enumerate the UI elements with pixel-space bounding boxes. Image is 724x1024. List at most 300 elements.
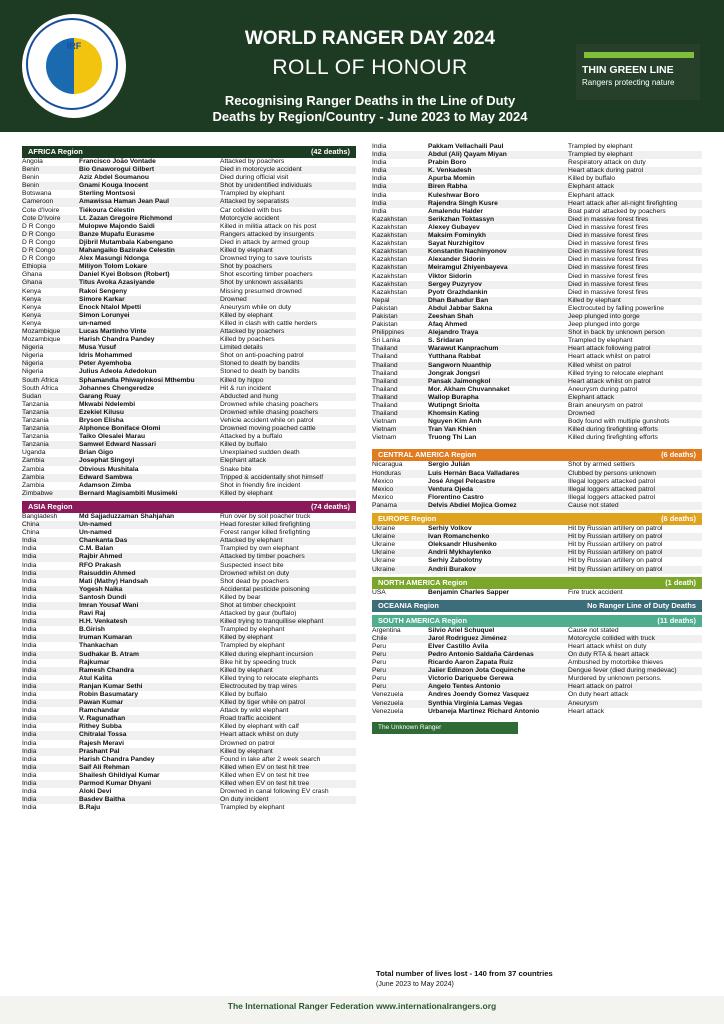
ranger-name-cell: Amawissa Haman Jean Paul — [79, 198, 169, 206]
table-row — [22, 377, 356, 385]
table-row — [372, 533, 702, 541]
table-row — [372, 297, 702, 305]
region-header — [22, 501, 356, 513]
country-cell: India — [22, 788, 37, 796]
cause-cell: Run over by soil poacher truck — [220, 512, 311, 520]
cause-cell: Respiratory attack on duty — [568, 159, 646, 167]
cause-cell: Killed by hippo — [220, 376, 264, 384]
table-row — [22, 457, 356, 465]
ranger-name-cell: Serikzhan Toktassyn — [428, 215, 495, 223]
ranger-name-cell: K. Venkadesh — [428, 167, 472, 175]
ranger-name-cell: Alex Masungi Ndonga — [79, 255, 149, 263]
table-row — [22, 247, 356, 255]
cause-cell: Drowned while chasing poachers — [220, 400, 319, 408]
country-cell: Uganda — [22, 449, 46, 457]
ranger-name-cell: Un-named — [79, 521, 112, 529]
country-cell: India — [22, 553, 37, 561]
cause-cell: Fire truck accident — [568, 588, 623, 596]
cause-cell: Limited details — [220, 344, 263, 352]
cause-cell: Killed by bear — [220, 593, 261, 601]
ranger-name-cell: Serhiy Zabolotny — [428, 557, 483, 565]
table-row — [22, 634, 356, 642]
cause-cell: Trampled by elephant — [568, 143, 633, 150]
cause-cell: Attacked by poachers — [220, 158, 285, 165]
ranger-name-cell: S. Sridaran — [428, 337, 464, 345]
logo-text: IRF — [66, 41, 82, 51]
country-cell: D R Congo — [22, 230, 56, 238]
region-name: EUROPE Region — [378, 513, 437, 523]
ranger-name-cell: B.Raju — [79, 804, 101, 812]
cause-cell: Hit by Russian artillery on patrol — [568, 549, 663, 557]
country-cell: Nicaragua — [372, 461, 403, 469]
country-cell: India — [372, 159, 387, 167]
cause-cell: Hit by Russian artillery on patrol — [568, 557, 663, 565]
table-row — [372, 461, 702, 469]
country-cell: Mozambique — [22, 327, 61, 335]
table-row — [22, 239, 356, 247]
country-cell: India — [22, 561, 37, 569]
country-cell: India — [22, 771, 37, 779]
ranger-name-cell: Ivan Romanchenko — [428, 533, 490, 541]
table-row — [372, 200, 702, 208]
table-row — [22, 740, 356, 748]
cause-cell: Died in massive forest fires — [568, 232, 649, 240]
table-row — [372, 691, 702, 699]
country-cell: Kazakhstan — [372, 256, 407, 264]
cause-cell: Accidental pesticide poisoning — [220, 585, 310, 593]
country-cell: Bangladesh — [22, 512, 58, 520]
country-cell: India — [372, 191, 387, 199]
table-row — [22, 586, 356, 594]
cause-cell: Electrocuted by trap wires — [220, 682, 297, 690]
country-cell: Angola — [22, 158, 43, 165]
table-row — [372, 264, 702, 272]
country-cell: Pakistan — [372, 312, 398, 320]
ranger-name-cell: Viktor Sidorin — [428, 272, 472, 280]
ranger-name-cell: Sergio Julián — [428, 461, 470, 469]
ranger-name-cell: Urbaneja Martinez Richard Antonio — [428, 707, 540, 715]
cause-cell: Brain aneurysm on patrol — [568, 402, 643, 409]
country-cell: Nepal — [372, 296, 390, 304]
cause-cell: Suspected insect bite — [220, 561, 284, 569]
ranger-name-cell: Pansak Jaimongkol — [428, 377, 491, 385]
table-row — [372, 337, 702, 345]
cause-cell: Killed by buffalo — [220, 441, 268, 449]
cause-cell: Killed by tiger while on patrol — [220, 699, 306, 707]
cause-cell: Drowned on patrol — [220, 739, 275, 747]
country-cell: USA — [372, 588, 386, 596]
country-cell: India — [22, 731, 37, 739]
ranger-name-cell: Daniel Kyei Bobson (Robert) — [79, 271, 170, 279]
country-cell: India — [372, 151, 387, 159]
cause-cell: Attacked by gaur (buffalo) — [220, 610, 297, 618]
cause-cell: Heart attack whilst on duty — [568, 642, 647, 650]
cause-cell: Unexplained sudden death — [220, 449, 300, 457]
ranger-name-cell: Obvious Mushitala — [79, 465, 139, 473]
country-cell: D R Congo — [22, 255, 56, 263]
ranger-name-cell: Apurba Momin — [428, 175, 475, 183]
table-row — [22, 166, 356, 174]
table-row — [372, 305, 702, 313]
ranger-name-cell: Rajbir Ahmed — [79, 553, 123, 561]
table-row — [22, 610, 356, 618]
tgl-accent-bar — [584, 52, 694, 58]
table-row — [22, 667, 356, 675]
ranger-name-cell: Mkwabi Ndelembi — [79, 400, 136, 408]
ranger-name-cell: Alexander Sidorin — [428, 256, 486, 264]
table-row — [372, 683, 702, 691]
table-row — [22, 651, 356, 659]
country-cell: Zambia — [22, 481, 45, 489]
ranger-name-cell: Garang Ruay — [79, 392, 121, 400]
country-cell: Kazakhstan — [372, 223, 407, 231]
cause-cell: Found in lake after 2 week search — [220, 755, 321, 763]
page-footer: The International Ranger Federation www.internationalrangers.org — [0, 996, 724, 1024]
region-name: NORTH AMERICA Region — [378, 577, 468, 587]
cause-cell: Killed whilst on patrol — [568, 361, 631, 369]
table-row — [22, 320, 356, 328]
table-row — [22, 715, 356, 723]
country-cell: India — [22, 537, 37, 545]
cause-cell: Died in massive forest fires — [568, 288, 649, 296]
table-row — [22, 659, 356, 667]
country-cell: India — [22, 682, 37, 690]
country-cell: Cote D'Ivoire — [22, 214, 61, 222]
table-row — [22, 215, 356, 223]
ranger-name-cell: Meiramgul Zhiyenbayeva — [428, 264, 508, 272]
country-cell: Philippines — [372, 329, 405, 337]
cause-cell: Elephant attack — [568, 393, 615, 401]
ranger-name-cell: Yogesh Naika — [79, 585, 123, 593]
irf-logo — [22, 14, 126, 118]
table-row — [372, 321, 702, 329]
country-cell: Kenya — [22, 287, 41, 295]
country-cell: Tanzania — [22, 408, 49, 416]
left-column — [22, 143, 356, 812]
table-row — [372, 313, 702, 321]
table-row — [22, 804, 356, 812]
table-row — [372, 362, 702, 370]
table-row — [372, 434, 702, 442]
region-death-count: (6 deaths) — [661, 513, 696, 523]
country-cell: China — [22, 521, 40, 529]
cause-cell: Died in massive forest fires — [568, 248, 649, 256]
country-cell: India — [372, 143, 387, 150]
cause-cell: Drowned whilst on duty — [220, 569, 290, 577]
table-row — [22, 683, 356, 691]
table-row — [22, 385, 356, 393]
region-header — [372, 600, 702, 612]
country-cell: Ethiopia — [22, 263, 47, 271]
table-row — [372, 708, 702, 716]
table-row — [22, 772, 356, 780]
cause-cell: Killed trying to relocate elephant — [568, 369, 664, 377]
country-cell: Benin — [22, 182, 40, 190]
country-cell: Kenya — [22, 303, 41, 311]
region-rows — [372, 627, 702, 716]
ranger-name-cell: Elver Castillo Ávila — [428, 642, 489, 650]
table-row — [372, 175, 702, 183]
table-row — [22, 158, 356, 166]
cause-cell: Elephant attack — [568, 191, 615, 199]
cause-cell: Illegal loggers attacked patrol — [568, 493, 655, 501]
country-cell: India — [22, 658, 37, 666]
table-row — [372, 525, 702, 533]
cause-cell: Body found with multiple gunshots — [568, 418, 670, 426]
table-row — [22, 699, 356, 707]
ranger-name-cell: Chankanta Das — [79, 537, 128, 545]
ranger-name-cell: Pawan Kumar — [79, 699, 124, 707]
ranger-name-cell: Lucas Martinho Vinte — [79, 327, 147, 335]
ranger-name-cell: Wallop Burapha — [428, 393, 479, 401]
spacer — [372, 442, 702, 446]
country-cell: South Africa — [22, 376, 59, 384]
country-cell: Thailand — [372, 410, 398, 418]
ranger-name-cell: Josephat Singoyi — [79, 457, 135, 465]
cause-cell: Aneurysm — [568, 699, 599, 707]
ranger-name-cell: Abdul Jabbar Sakna — [428, 304, 493, 312]
table-row — [372, 143, 702, 151]
table-row — [22, 223, 356, 231]
table-row — [22, 231, 356, 239]
cause-cell: Died during official visit — [220, 174, 289, 182]
table-row — [22, 594, 356, 602]
ranger-name-cell: Mulopwe Majondo Saidi — [79, 222, 155, 230]
table-row — [22, 723, 356, 731]
country-cell: India — [22, 626, 37, 634]
cause-cell: Killed when EV on test hit tree — [220, 771, 310, 779]
country-cell: Kazakhstan — [372, 232, 407, 240]
ranger-name-cell: Bio Gnaworogui Gilbert — [79, 166, 155, 174]
ranger-name-cell: Mati (Mathy) Handsah — [79, 577, 149, 585]
cause-cell: Died in massive forest fires — [568, 215, 649, 223]
cause-cell: Killed by elephant — [220, 311, 273, 319]
country-cell: Nigeria — [22, 344, 44, 352]
table-row — [22, 352, 356, 360]
ranger-name-cell: Atul Kalita — [79, 674, 113, 682]
ranger-name-cell: Gnami Kouga Inocent — [79, 182, 149, 190]
country-cell: India — [22, 585, 37, 593]
table-row — [22, 433, 356, 441]
country-cell: Peru — [372, 659, 387, 667]
table-row — [372, 183, 702, 191]
table-row — [22, 788, 356, 796]
ranger-name-cell: Abdul (Ali) Qayam Miyan — [428, 151, 507, 159]
country-cell: Thailand — [372, 393, 398, 401]
cause-cell: Clubbed by persons unknown — [568, 469, 657, 477]
country-cell: India — [22, 763, 37, 771]
cause-cell: Killed during elephant incursion — [220, 650, 313, 658]
country-cell: Thailand — [372, 353, 398, 361]
cause-cell: Trampled by elephant — [568, 151, 633, 159]
ranger-name-cell: Prabin Boro — [428, 159, 467, 167]
country-cell: Nigeria — [22, 368, 44, 376]
ranger-name-cell: Musa Yusuf — [79, 344, 117, 352]
cause-cell: Rangers attacked by insurgents — [220, 230, 315, 238]
ranger-name-cell: Aloki Devi — [79, 788, 112, 796]
cause-cell: Died in massive forest fires — [568, 280, 649, 288]
table-row — [372, 192, 702, 200]
cause-cell: Shot dead by poachers — [220, 577, 289, 585]
cause-cell: Heart attack during patrol — [568, 167, 644, 175]
country-cell: Kazakhstan — [372, 264, 407, 272]
cause-cell: Motorcycle accident — [220, 214, 280, 222]
cause-cell: Cause not stated — [568, 501, 619, 509]
table-row — [22, 304, 356, 312]
country-cell: India — [22, 577, 37, 585]
cause-cell: Shot in friendly fire incident — [220, 481, 301, 489]
table-row — [22, 780, 356, 788]
cause-cell: Shot by poachers — [220, 263, 273, 271]
country-cell: Ghana — [22, 271, 43, 279]
cause-cell: Drowned while chasing poachers — [220, 408, 319, 416]
cause-cell: Drowned in canal following EV crash — [220, 788, 329, 796]
table-row — [22, 417, 356, 425]
region-rows — [372, 589, 702, 597]
table-row — [22, 344, 356, 352]
country-cell: Zimbabwe — [22, 489, 53, 497]
country-cell: Kazakhstan — [372, 280, 407, 288]
cause-cell: Heart attack following patrol — [568, 345, 651, 353]
country-cell: India — [22, 691, 37, 698]
table-row — [22, 190, 356, 198]
region-header — [372, 615, 702, 627]
table-row — [372, 410, 702, 418]
ranger-name-cell: Imran Yousaf Wani — [79, 601, 139, 609]
table-row — [372, 386, 702, 394]
ranger-name-cell: Dhan Bahadur Ban — [428, 296, 489, 304]
cause-cell: Drowned moving poached cattle — [220, 425, 316, 433]
ranger-name-cell: Zeeshan Shah — [428, 312, 474, 320]
country-cell: Zambia — [22, 473, 45, 481]
country-cell: Thailand — [372, 377, 398, 385]
country-cell: Kazakhstan — [372, 240, 407, 248]
cause-cell: Killed by elephant — [220, 747, 273, 755]
country-cell: Kazakhstan — [372, 272, 407, 280]
country-cell: Kenya — [22, 319, 41, 327]
table-row — [372, 541, 702, 549]
ranger-name-cell: Jongrak Jongsri — [428, 369, 481, 377]
cause-cell: Attack by wild elephant — [220, 707, 289, 715]
region-name: SOUTH AMERICA Region — [378, 615, 467, 625]
cause-cell: Stoned to death by bandits — [220, 368, 300, 376]
table-row — [22, 198, 356, 206]
country-cell: Kenya — [22, 311, 41, 319]
table-row — [372, 273, 702, 281]
region-header — [22, 146, 356, 158]
table-row — [22, 675, 356, 683]
ranger-name-cell: Benjamin Charles Sapper — [428, 588, 510, 596]
cause-cell: Killed trying to tranquillise elephant — [220, 618, 324, 626]
page-subtitle: ROLL OF HONOUR — [272, 56, 468, 79]
cause-cell: Bike hit by speeding truck — [220, 658, 297, 666]
cause-cell: Attacked by elephant — [220, 537, 283, 545]
ranger-name-cell: Ranjan Kumar Sethi — [79, 682, 143, 690]
table-row — [22, 490, 356, 498]
cause-cell: Died in massive forest fires — [568, 264, 649, 272]
country-cell: Mexico — [372, 477, 394, 485]
cause-cell: Illegal loggers attacked patrol — [568, 477, 655, 485]
country-cell: India — [22, 699, 37, 707]
ranger-name-cell: Simon Lorunyei — [79, 311, 130, 319]
table-row — [372, 486, 702, 494]
ranger-name-cell: Johannes Chengeredze — [79, 384, 155, 392]
country-cell: Venezuela — [372, 707, 404, 715]
cause-cell: Died in massive forest fires — [568, 256, 649, 264]
region-rows — [372, 143, 702, 442]
cause-cell: Tripped & accidentally shot himself — [220, 473, 324, 481]
region-header — [372, 513, 702, 525]
country-cell: Kazakhstan — [372, 215, 407, 223]
table-row — [372, 370, 702, 378]
cause-cell: Shot escorting timber poachers — [220, 271, 313, 279]
country-cell: Nigeria — [22, 352, 44, 360]
table-row — [372, 289, 702, 297]
ranger-name-cell: Angelo Tentes Antonio — [428, 683, 501, 691]
country-cell: Zambia — [22, 465, 45, 473]
ranger-name-cell: Shailesh Ghildiyal Kumar — [79, 771, 160, 779]
cause-cell: On duty heart attack — [568, 691, 629, 699]
cause-cell: Killed during firefighting efforts — [568, 434, 658, 442]
cause-cell: Killed by elephant — [568, 296, 621, 304]
cause-cell: Road traffic accident — [220, 715, 281, 723]
ranger-name-cell: Bernard Magisambiti Musimeki — [79, 489, 178, 497]
ranger-name-cell: Luis Hernán Baca Valladares — [428, 469, 520, 477]
country-cell: South Africa — [22, 384, 59, 392]
ranger-name-cell: un-named — [79, 319, 111, 327]
cause-cell: Killed when EV on test hit tree — [220, 780, 310, 788]
region-name: ASIA Region — [28, 501, 73, 511]
country-cell: Peru — [372, 667, 387, 675]
ranger-name-cell: Nguyen Kim Anh — [428, 418, 482, 426]
table-row — [372, 256, 702, 264]
cause-cell: Stoned to death by bandits — [220, 360, 300, 368]
cause-cell: Electrocuted by falling powerline — [568, 304, 664, 312]
cause-cell: Heart attack whilst on patrol — [568, 353, 651, 361]
table-row — [22, 691, 356, 699]
ranger-name-cell: Andres Joendy Gomez Vasquez — [428, 691, 530, 699]
ranger-name-cell: Rajesh Meravi — [79, 739, 124, 747]
country-cell: Ukraine — [372, 565, 396, 573]
table-row — [22, 449, 356, 457]
country-cell: D R Congo — [22, 222, 56, 230]
cause-cell: Killed by elephant — [220, 489, 273, 497]
total-period: (June 2023 to May 2024) — [376, 981, 454, 988]
ranger-name-cell: Alphonce Boniface Olomi — [79, 425, 161, 433]
table-row — [22, 255, 356, 263]
ranger-name-cell: Rakoi Sengeny — [79, 287, 127, 295]
country-cell: D R Congo — [22, 247, 56, 255]
country-cell: Pakistan — [372, 304, 398, 312]
cause-cell: Killed during firefighting efforts — [568, 426, 658, 434]
country-cell: Tanzania — [22, 400, 49, 408]
cause-cell: Hit by Russian artillery on patrol — [568, 541, 663, 549]
ranger-name-cell: Amalendu Halder — [428, 207, 483, 215]
ranger-name-cell: Thankachan — [79, 642, 119, 650]
table-row — [22, 466, 356, 474]
table-row — [22, 263, 356, 271]
cause-cell: Killed trying to relocate elephants — [220, 674, 319, 682]
ranger-name-cell: Sudhakar B. Atram — [79, 650, 139, 658]
country-cell: Argentina — [372, 626, 401, 634]
cause-cell: Head forester killed firefighting — [220, 521, 311, 529]
table-row — [22, 482, 356, 490]
cause-cell: Drowned — [220, 295, 247, 303]
table-row — [372, 345, 702, 353]
region-rows — [22, 513, 356, 812]
country-cell: Ukraine — [372, 525, 396, 533]
cause-cell: Heart attack whilst on patrol — [568, 377, 651, 385]
